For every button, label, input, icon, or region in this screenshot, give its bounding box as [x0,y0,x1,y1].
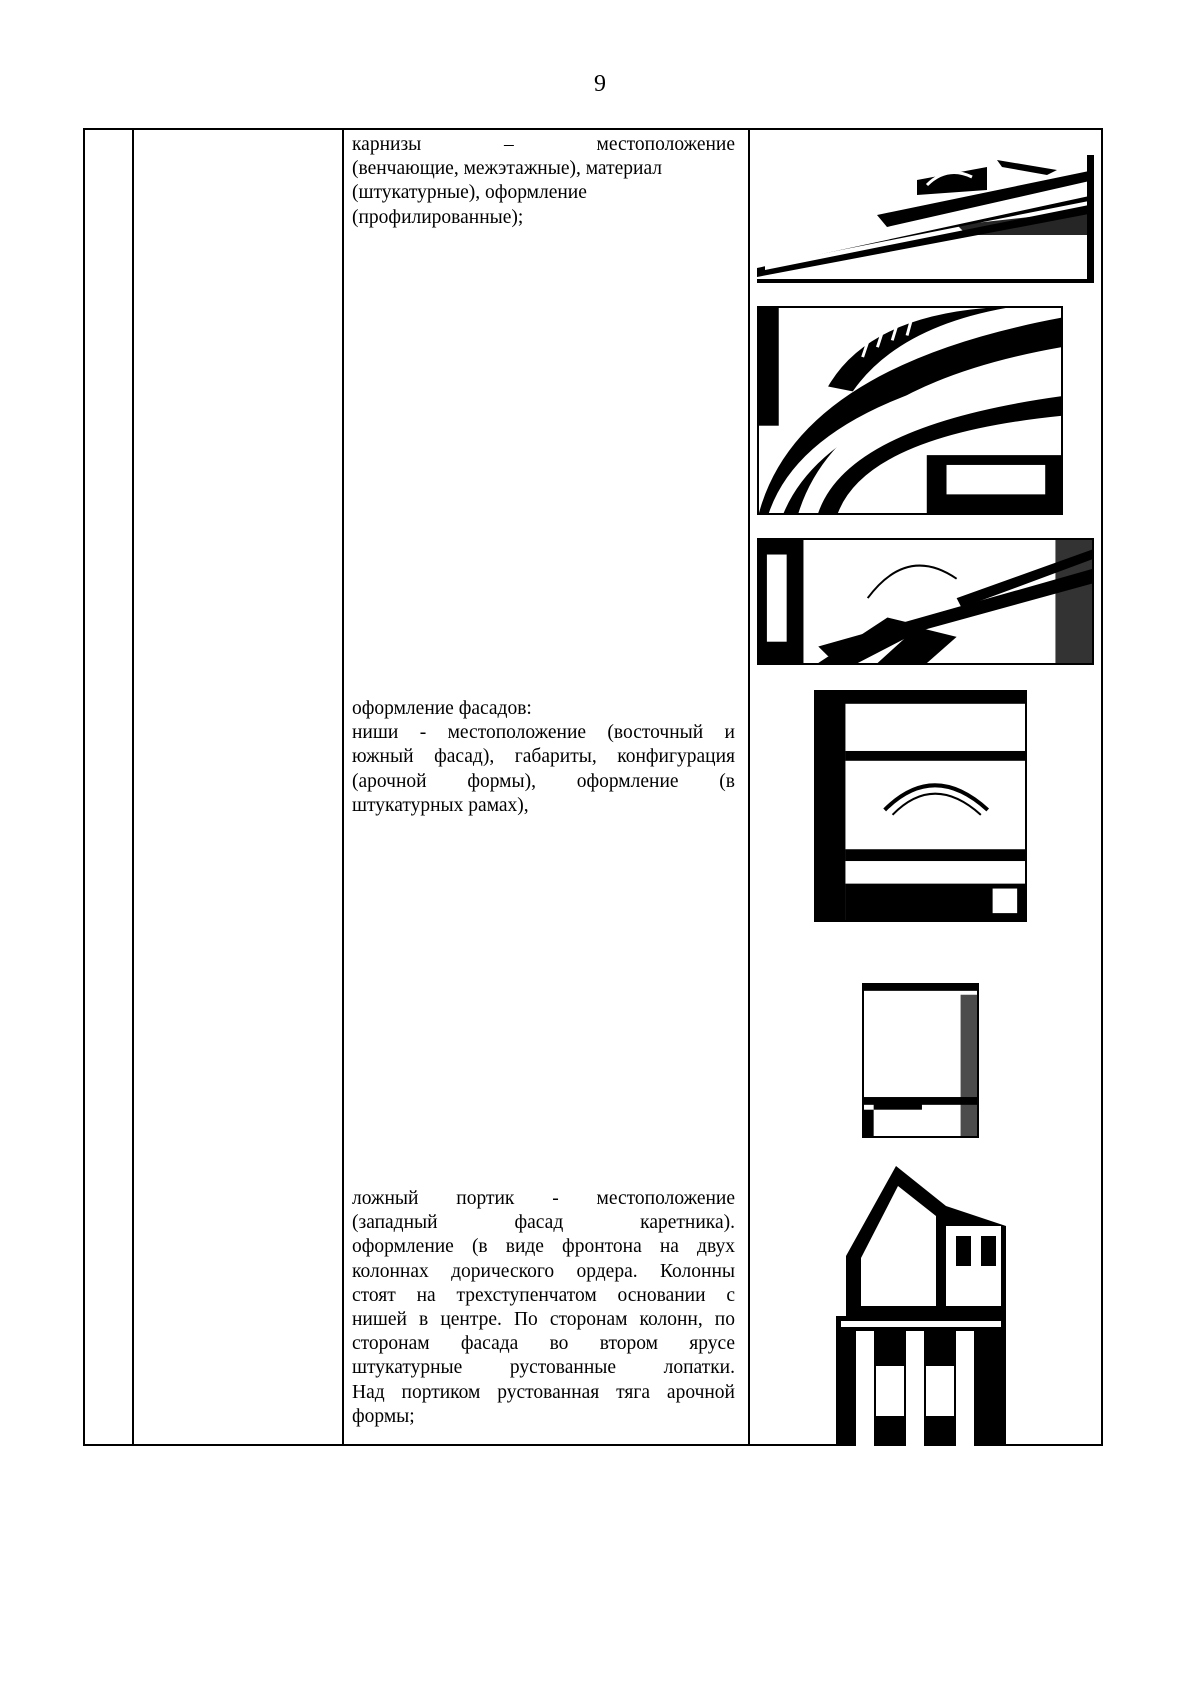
cornice-photo [757,155,1094,283]
cornice-detail-photo [757,538,1094,665]
text-line: (западный фасад каретника). [352,1212,735,1234]
niches-description [352,697,735,818]
text-line: ложный портик - местоположение [352,1188,735,1209]
cornices-description [352,133,735,230]
text-line: формы; [352,1405,415,1427]
text-line: стоят на трехступенчатом основании с [352,1284,735,1306]
text-line: сторонам фасада во втором ярусе [352,1333,735,1355]
niche-photo [862,983,979,1138]
text-line: (штукатурные), оформление [352,182,587,204]
text-line: Над портиком рустованная тяга арочной [352,1381,735,1403]
text-line: колоннах дорического ордера. Колонны [352,1260,735,1282]
false-portico-photo [836,1166,1006,1446]
text-line: (арочной формы), оформление (в [352,770,735,792]
text-line: оформление фасадов: [352,698,532,719]
text-line: нишей в центре. По сторонам колонн, по [352,1309,735,1331]
column-divider [748,130,750,1444]
page-number: 9 [594,71,606,97]
column-divider [132,130,134,1444]
text-line: оформление (в виде фронтона на двух [352,1236,735,1258]
text-line: (венчающие, межэтажные), материал [352,158,663,180]
curved-cornice-photo [757,306,1063,515]
text-line: штукатурных рамах), [352,794,529,816]
text-line: ниши - местоположение (восточный и [352,722,735,744]
portico-description [352,1187,735,1429]
arched-niche-photo [814,690,1027,922]
text-line: (профилированные); [352,206,524,228]
text-line: карнизы – местоположение [352,134,735,155]
text-line: южный фасад), габариты, конфигурация [352,746,735,768]
column-divider [342,130,344,1444]
text-line: штукатурные рустованные лопатки. [352,1357,735,1379]
